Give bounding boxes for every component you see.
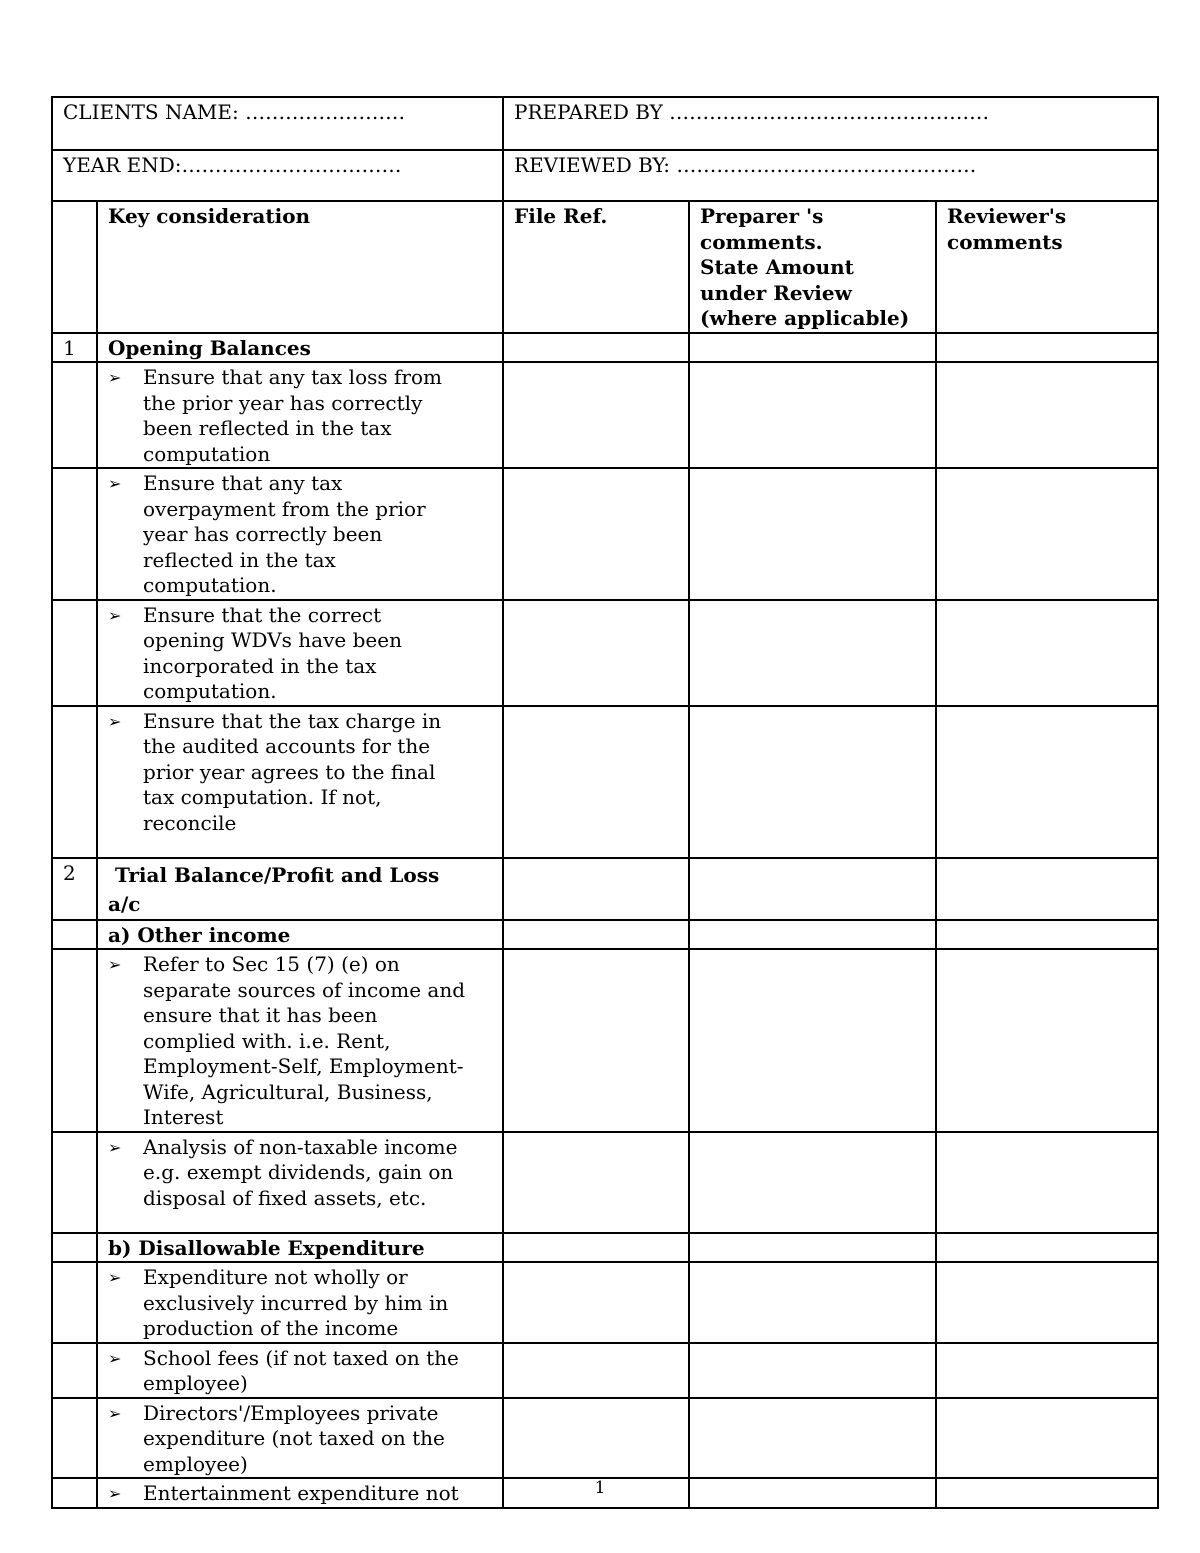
number-cell — [52, 1343, 97, 1398]
preparer-comment-cell[interactable] — [689, 1233, 936, 1263]
preparer-comment-cell[interactable] — [689, 1343, 936, 1398]
section-number: 2 — [52, 858, 97, 920]
number-cell — [52, 600, 97, 706]
file-ref-cell[interactable] — [503, 1132, 689, 1233]
number-cell — [52, 1398, 97, 1479]
number-cell — [52, 706, 97, 858]
key-consideration-header: Key consideration — [97, 201, 503, 333]
section-title: Trial Balance/Profit and Loss a/c — [97, 858, 503, 920]
checklist-item: ➢ Ensure that any tax overpayment from the prior year has correctly been reflected in the tax computation. — [97, 468, 503, 600]
file-ref-cell[interactable] — [503, 1262, 689, 1343]
file-ref-cell[interactable] — [503, 362, 689, 468]
preparer-comment-cell[interactable] — [689, 362, 936, 468]
preparer-comment-cell[interactable] — [689, 468, 936, 600]
arrow-bullet-icon: ➢ — [108, 1268, 122, 1287]
preparer-comment-cell[interactable] — [689, 858, 936, 920]
checklist-item: ➢ Entertainment expenditure not — [97, 1478, 503, 1508]
arrow-bullet-icon: ➢ — [108, 955, 122, 974]
number-cell — [52, 949, 97, 1132]
review-checklist — [51, 96, 1157, 1509]
subsection-title: b) Disallowable Expenditure — [97, 1233, 503, 1263]
number-cell — [52, 1262, 97, 1343]
preparer-comment-cell[interactable] — [689, 1132, 936, 1233]
number-cell — [52, 1233, 97, 1263]
arrow-bullet-icon: ➢ — [108, 1137, 122, 1157]
number-cell — [52, 362, 97, 468]
file-ref-cell[interactable] — [503, 333, 689, 363]
checklist-item: ➢ Ensure that any tax loss from the prior year has correctly been reflected in the tax computation — [97, 362, 503, 468]
arrow-bullet-icon: ➢ — [108, 711, 122, 731]
preparer-comment-cell[interactable] — [689, 1262, 936, 1343]
file-ref-cell[interactable] — [503, 600, 689, 706]
checklist-item: ➢ Expenditure not wholly or exclusively incurred by him in production of the income — [97, 1262, 503, 1343]
arrow-bullet-icon: ➢ — [108, 1348, 122, 1368]
reviewer-comment-cell[interactable] — [936, 1132, 1158, 1233]
reviewer-comment-cell[interactable] — [936, 1398, 1158, 1479]
file-ref-header: File Ref. — [503, 201, 689, 333]
preparer-comment-cell[interactable] — [689, 706, 936, 858]
reviewer-comment-cell[interactable] — [936, 706, 1158, 858]
arrow-bullet-icon: ➢ — [108, 1403, 122, 1423]
reviewer-comment-cell[interactable] — [936, 600, 1158, 706]
clients-name-field: CLIENTS NAME: …………………… — [52, 97, 503, 150]
section-title: Opening Balances — [97, 333, 503, 363]
checklist-item: ➢ Directors'/Employees private expenditure (not taxed on the employee) — [97, 1398, 503, 1479]
reviewer-comment-cell[interactable] — [936, 362, 1158, 468]
reviewer-comment-cell[interactable] — [936, 858, 1158, 920]
checklist-item: ➢ Refer to Sec 15 (7) (e) on separate sources of income and ensure that it has been complied with. i.e. Rent, Employment-Self, Employment- Wife, Agricultural, Business, Interest — [97, 949, 503, 1132]
file-ref-cell[interactable] — [503, 706, 689, 858]
file-ref-cell[interactable] — [503, 949, 689, 1132]
file-ref-cell[interactable] — [503, 920, 689, 950]
checklist-item: ➢ Ensure that the correct opening WDVs have been incorporated in the tax computation. — [97, 600, 503, 706]
arrow-bullet-icon: ➢ — [108, 474, 122, 493]
checklist-table — [51, 96, 1159, 1509]
year-end-field: YEAR END:…………………………… — [52, 150, 503, 201]
number-cell — [52, 468, 97, 600]
file-ref-cell[interactable] — [503, 1233, 689, 1263]
preparer-comment-cell[interactable] — [689, 949, 936, 1132]
checklist-item: ➢ School fees (if not taxed on the employee) — [97, 1343, 503, 1398]
file-ref-cell[interactable] — [503, 1398, 689, 1479]
reviewer-comment-cell[interactable] — [936, 1233, 1158, 1263]
reviewer-comment-cell[interactable] — [936, 920, 1158, 950]
preparer-comment-cell[interactable] — [689, 333, 936, 363]
section-number: 1 — [52, 333, 97, 363]
page-number: 1 — [594, 1478, 606, 1498]
reviewer-comments-header: Reviewer's comments — [936, 201, 1158, 333]
arrow-bullet-icon: ➢ — [108, 605, 122, 625]
number-cell — [52, 920, 97, 950]
preparer-comment-cell[interactable] — [689, 600, 936, 706]
preparer-comment-cell[interactable] — [689, 1398, 936, 1479]
arrow-bullet-icon: ➢ — [108, 368, 122, 387]
arrow-bullet-icon: ➢ — [108, 1484, 122, 1503]
file-ref-cell[interactable] — [503, 858, 689, 920]
reviewer-comment-cell[interactable] — [936, 333, 1158, 363]
checklist-item: ➢ Ensure that the tax charge in the audited accounts for the prior year agrees to the final tax computation. If not, reconcile — [97, 706, 503, 858]
preparer-comments-header: Preparer 's comments. State Amount under Review (where applicable) — [689, 201, 936, 333]
number-cell — [52, 1132, 97, 1233]
reviewer-comment-cell[interactable] — [936, 1262, 1158, 1343]
checklist-item: ➢ Analysis of non-taxable income e.g. exempt dividends, gain on disposal of fixed assets, etc. — [97, 1132, 503, 1233]
reviewer-comment-cell[interactable] — [936, 1343, 1158, 1398]
prepared-by-field: PREPARED BY ………………………………………… — [503, 97, 1158, 150]
subsection-title: a) Other income — [97, 920, 503, 950]
preparer-comment-cell[interactable] — [689, 920, 936, 950]
reviewer-comment-cell[interactable] — [936, 468, 1158, 600]
reviewed-by-field: REVIEWED BY: ……………………………………… — [503, 150, 1158, 201]
file-ref-cell[interactable] — [503, 1343, 689, 1398]
number-column-header — [52, 201, 97, 333]
file-ref-cell[interactable] — [503, 468, 689, 600]
reviewer-comment-cell[interactable] — [936, 949, 1158, 1132]
